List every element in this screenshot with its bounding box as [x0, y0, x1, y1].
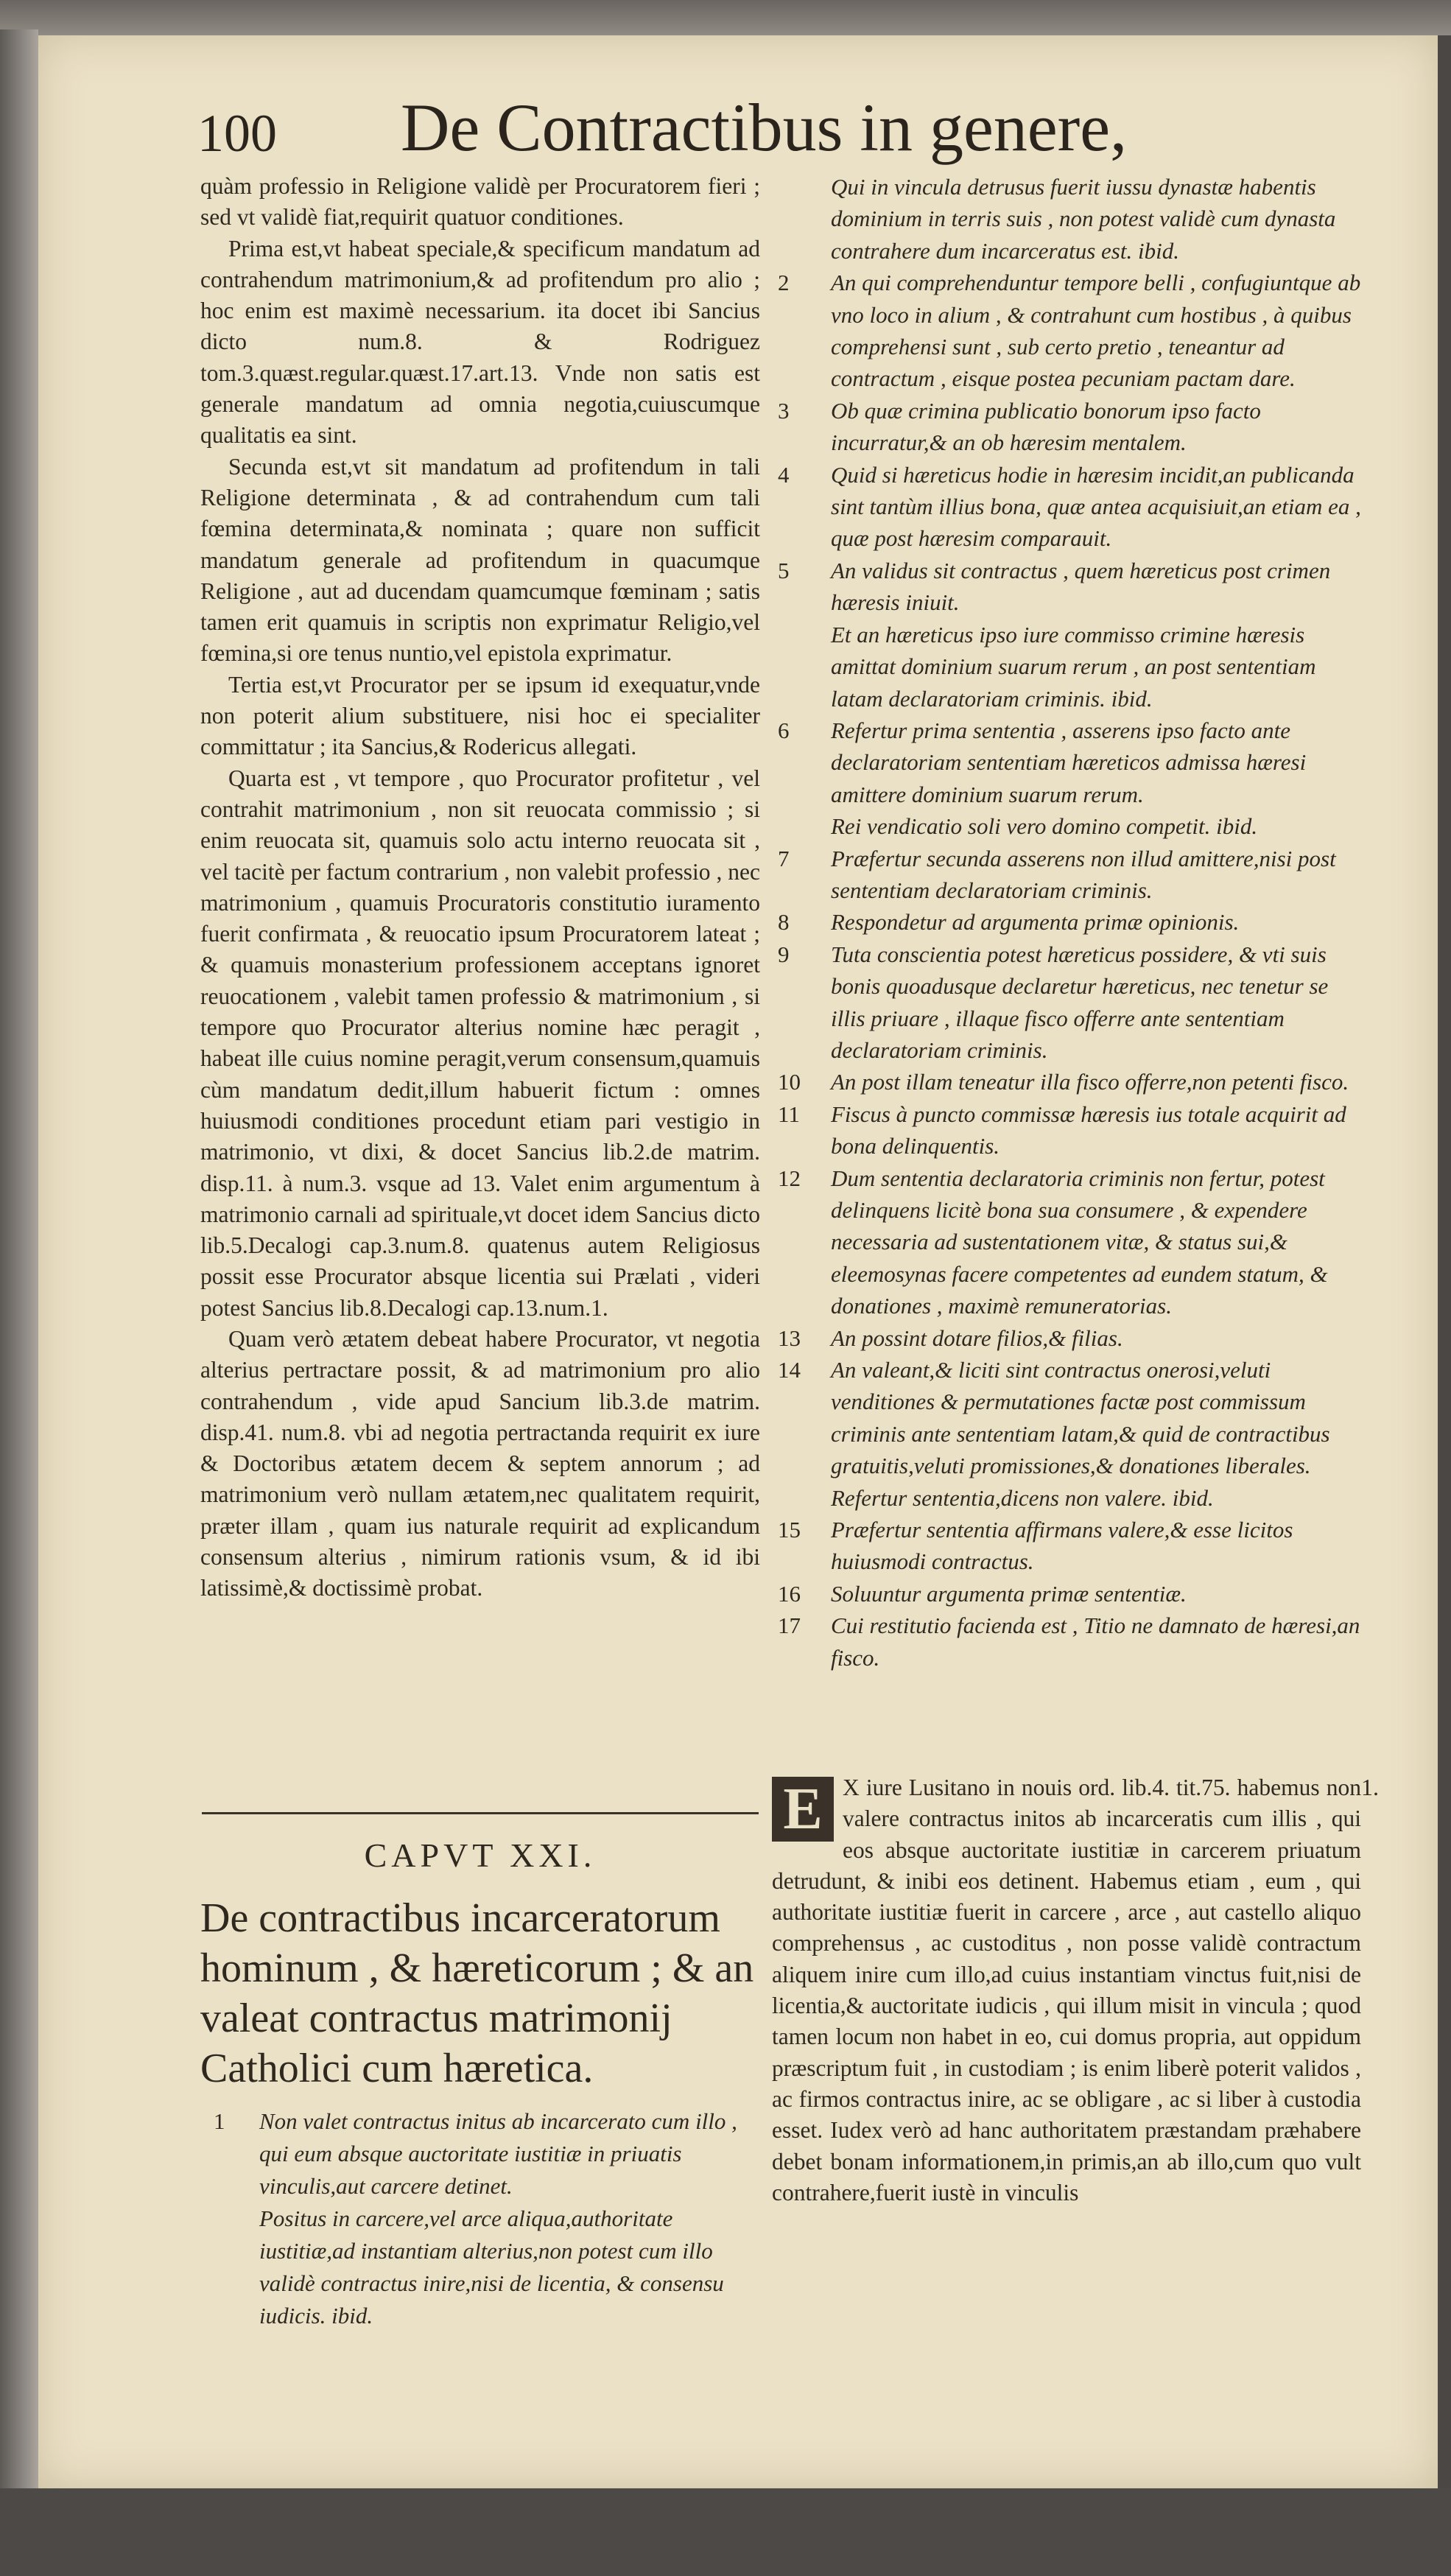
summary-text: Quid si hæreticus hodie in hæresim incidit,an publicanda sint tantùm illius bona, quæ antea acquisiuit,an etiam ea , quæ post hæresim comparauit.	[831, 461, 1361, 552]
chapter-heading: CAPVT XXI.	[364, 1836, 597, 1874]
summary-item	[772, 619, 1361, 715]
book-spine	[0, 29, 38, 2576]
summary-item	[772, 171, 1361, 267]
summary-item	[772, 1578, 1361, 1610]
summary-number: 17	[778, 1612, 801, 1639]
summary-number: 3	[778, 397, 790, 424]
summary-number: 12	[778, 1165, 801, 1191]
summary-item	[772, 938, 1361, 1067]
summary-number: 2	[778, 270, 790, 296]
summary-text: Respondetur ad argumenta primæ opinionis.	[831, 909, 1240, 936]
summary-text: Positus in carcere,vel arce aliqua,authoritate iustitiæ,ad instantiam alterius,non potest cum illo validè contractus inire,nisi de licentia, & consensu iudicis. ibid.	[259, 2205, 724, 2328]
summary-text: Cui restitutio facienda est , Titio ne damnato de hæresi,an fisco.	[831, 1612, 1360, 1671]
summary-text: Non valet contractus initus ab incarcerato cum illo , qui eum absque auctoritate iustitiæ in priuatis vinculis,aut carcere detinet.	[259, 2108, 737, 2199]
summary-text: Qui in vincula detrusus fuerit iussu dynastæ habentis dominium in terris suis , non potest validè cum dynasta contrahere dum incarceratus est. ibid.	[831, 174, 1336, 264]
summary-text: Dum sententia declaratoria criminis non fertur, potest delinquens licitè bona sua consumere , & expendere necessaria ad sustentationem vitæ, & status sui,& eleemosynas facere competentes ad eundem statum, & donationes , maximè remuneratorias.	[831, 1165, 1328, 1319]
paragraph: Tertia est,vt Procurator per se ipsum id exequatur,vnde non poterit alium substituere, nisi hoc ei specialiter committatur ; ita Sancius,& Rodericus allegati.	[200, 671, 760, 760]
summary-text: Præfertur sententia affirmans valere,& esse licitos huiusmodi contractus.	[831, 1517, 1293, 1575]
paragraph	[772, 1772, 1361, 2208]
summary-text: An validus sit contractus , quem hæreticus post crimen hæresis iniuit.	[831, 557, 1331, 616]
summary-item	[772, 1482, 1361, 1514]
page-number: 100	[197, 104, 277, 163]
summary-number: 16	[778, 1580, 801, 1607]
summary-item	[772, 1162, 1361, 1322]
summary-item	[772, 1322, 1361, 1354]
summary-number: 4	[778, 461, 790, 488]
summary-text: Ob quæ crimina publicatio bonorum ipso facto incurratur,& an ob hæresim mentalem.	[831, 397, 1261, 456]
summary-item	[772, 267, 1361, 395]
summary-item	[772, 1514, 1361, 1578]
summary-item	[772, 395, 1361, 459]
chapter-summary-right	[772, 171, 1361, 1674]
summary-text: An qui comprehenduntur tempore belli , confugiuntque ab vno loco in alium , & contrahunt cum hostibus , à quibus comprehensi sunt , sub certo pretio , teneantur ad contractum , eisque postea pecuniam pactam dare.	[831, 270, 1361, 392]
summary-number: 13	[778, 1324, 801, 1351]
paragraph: Prima est,vt habeat speciale,& specificum mandatum ad contrahendum matrimonium,& ad profitendum pro alio ; hoc enim est maximè necessarium. ita docet ibi Sancius dicto num.8. & Rodriguez tom.3.quæst.regular.quæst.17.art.13. Vnde non satis est generale mandatum ad omnia negotia,cuiuscumque qualitatis ea sint.	[200, 235, 760, 449]
summary-text: Fiscus à puncto commissæ hæresis ius totale acquirit ad bona delinquentis.	[831, 1101, 1346, 1159]
summary-item	[772, 1066, 1361, 1098]
summary-item	[200, 2105, 760, 2203]
summary-number: 8	[778, 909, 790, 936]
summary-number: 14	[778, 1357, 801, 1383]
running-title: De Contractibus in genere,	[401, 90, 1128, 165]
summary-item	[772, 1098, 1361, 1162]
margin-note-number: 1.	[1361, 1774, 1379, 1800]
summary-number: 1	[214, 2108, 225, 2134]
summary-text: Soluuntur argumenta primæ sententiæ.	[831, 1580, 1187, 1607]
summary-item	[772, 459, 1361, 555]
summary-text: Et an hæreticus ipso iure commisso crimine hæresis amittat dominium suarum rerum , an post sententiam latam declaratoriam criminis. ibid.	[831, 621, 1316, 712]
summary-text: Præfertur secunda asserens non illud amittere,nisi post sententiam declaratoriam criminis.	[831, 845, 1336, 903]
chapter-body	[772, 1772, 1361, 2208]
summary-item	[772, 715, 1361, 810]
left-column	[200, 171, 760, 1604]
summary-item	[200, 2203, 760, 2332]
summary-text: An post illam teneatur illa fisco offerre,non petenti fisco.	[831, 1069, 1349, 1095]
background-surface	[0, 2488, 1451, 2576]
summary-number: 11	[778, 1101, 800, 1127]
paragraph: Quam verò ætatem debeat habere Procurator, vt negotia alterius pertractare possit, & ad matrimonium pro alio contrahendum , vide apud Sancium lib.3.de matrim. disp.41. num.8. vbi ad negotia pertractanda requirit ex iure & Doctoribus ætatem decem & septem annorum ; ad matrimonium verò nullam ætatem,nec qualitatem requirit, præter illam , quam ius naturale requirit ad explicandum consensum alterius , nimirum rationis vsum, & id ibi latissimè,& doctissimè probat.	[200, 1325, 760, 1601]
summary-number: 10	[778, 1069, 801, 1095]
summary-item	[772, 843, 1361, 907]
summary-number: 15	[778, 1517, 801, 1543]
paragraph: Quarta est , vt tempore , quo Procurator profitetur , vel contrahit matrimonium , non sit reuocata commissio ; si enim reuocata sit, quamuis solo actu interno reuocata sit , vel tacitè per factum contrarium , non valebit professio , nec matrimonium , quamuis Procuratoris constitutio iuramento fuerit confirmata , & reuocatio ipsum Procuratorem lateat ; & quamuis monasterium professionem acceptans ignoret reuocationem , valebit tamen professio & matrimonium , si tempore quo Procurator alterius nomine hæc peragit , habeat ille cuius nomine peragit,verum consensum,quamuis cùm mandatum dedit,illum habuerit fictum : omnes huiusmodi conditiones procedunt etiam pari vestigio in matrimonio, vt dixi, & docet Sancius lib.2.de matrim. disp.11. à num.3. vsque ad 13. Valet enim argumentum à matrimonio carnali ad spirituale,vt docet idem Sancius dicto lib.5.Decalogi cap.3.num.8. quatenus autem Religiosus possit esse Procurator absque licentia sui Prælati , videri potest Sancius lib.8.Decalogi cap.13.num.1.	[200, 765, 760, 1321]
summary-text: An valeant,& liciti sint contractus onerosi,veluti venditiones & permutationes factæ post commissum criminis ante sententiam latam,& quid de contractibus gratuitis,veluti promissiones,& donationes liberales.	[831, 1357, 1330, 1479]
summary-number: 7	[778, 845, 790, 871]
chapter-title: De contractibus incarceratorum hominum , & hæreticorum ; & an valeat contractus matrimonij Catholici cum hæretica.	[200, 1895, 754, 2091]
summary-item	[772, 810, 1361, 842]
summary-number: 5	[778, 557, 790, 583]
chapter-divider	[202, 1812, 759, 1814]
chapter-summary-left	[200, 2105, 760, 2332]
summary-text: Rei vendicatio soli vero domino competit. ibid.	[831, 813, 1258, 840]
book-top-edge	[0, 0, 1451, 35]
summary-item	[772, 1354, 1361, 1482]
paragraph: quàm professio in Religione validè per Procuratorem fieri ; sed vt validè fiat,requirit quatuor conditiones.	[200, 173, 760, 231]
summary-text: An possint dotare filios,& filias.	[831, 1324, 1123, 1351]
paragraph-text: X iure Lusitano in nouis ord. lib.4. tit.75. habemus non valere contractus initos ab incarceratis cum illis , qui eos absque auctoritate iustitiæ in carcerem priuatum detrudunt, & inibi eos detinent. Habemus etiam , eum , qui authoritate iustitiæ fuerit in carcere , arce , aut castello aliquo comprehensus , ac custoditus , non posse validè contractum aliquem inire cum illo,ad cuius instantiam vinctus fuit,nisi de licentia,& auctoritate iudicis , qui illum misit in vincula ; quod tamen locum non habet in eo, cui domus propria, aut oppidum præscriptum fuit , in custodiam ; is enim liberè poterit validos , ac firmos contractus inire, ac se obligare , ac si liber à custodia esset. Iudex verò ad hanc authoritatem præstandam præhabere debet bonam informationem,in primis,an ab illo,cum quo vult contrahere,fuerit iustè in vinculis	[772, 1775, 1361, 2205]
summary-item	[772, 1610, 1361, 1674]
paragraph: Secunda est,vt sit mandatum ad profitendum in tali Religione determinata , & ad contrahendum cum tali fœmina determinata,& nominata ; quare non sufficit mandatum generale ad profitendum in quacumque Religione , aut ad ducendam quamcumque fœminam ; satis tamen erit quamuis in scriptis non exprimatur Religio,vel fœmina,si ore tenus nuntio,vel epistola exprimatur.	[200, 453, 760, 667]
summary-item	[772, 906, 1361, 938]
summary-text: Tuta conscientia potest hæreticus possidere, & vti suis bonis quoadusque declaretur hæreticus, nec tenetur se illis priuare , illaque fisco offerre ante sententiam declaratoriam criminis.	[831, 941, 1329, 1063]
summary-text: Refertur prima sententia , asserens ipso facto ante declaratoriam sententiam hæreticos admissa hæresi amittere dominium suarum rerum.	[831, 717, 1307, 807]
drop-cap-initial: E	[772, 1777, 834, 1842]
summary-number: 9	[778, 941, 790, 967]
summary-number: 6	[778, 717, 790, 743]
summary-item	[772, 555, 1361, 619]
summary-text: Refertur sententia,dicens non valere. ibid.	[831, 1484, 1214, 1511]
